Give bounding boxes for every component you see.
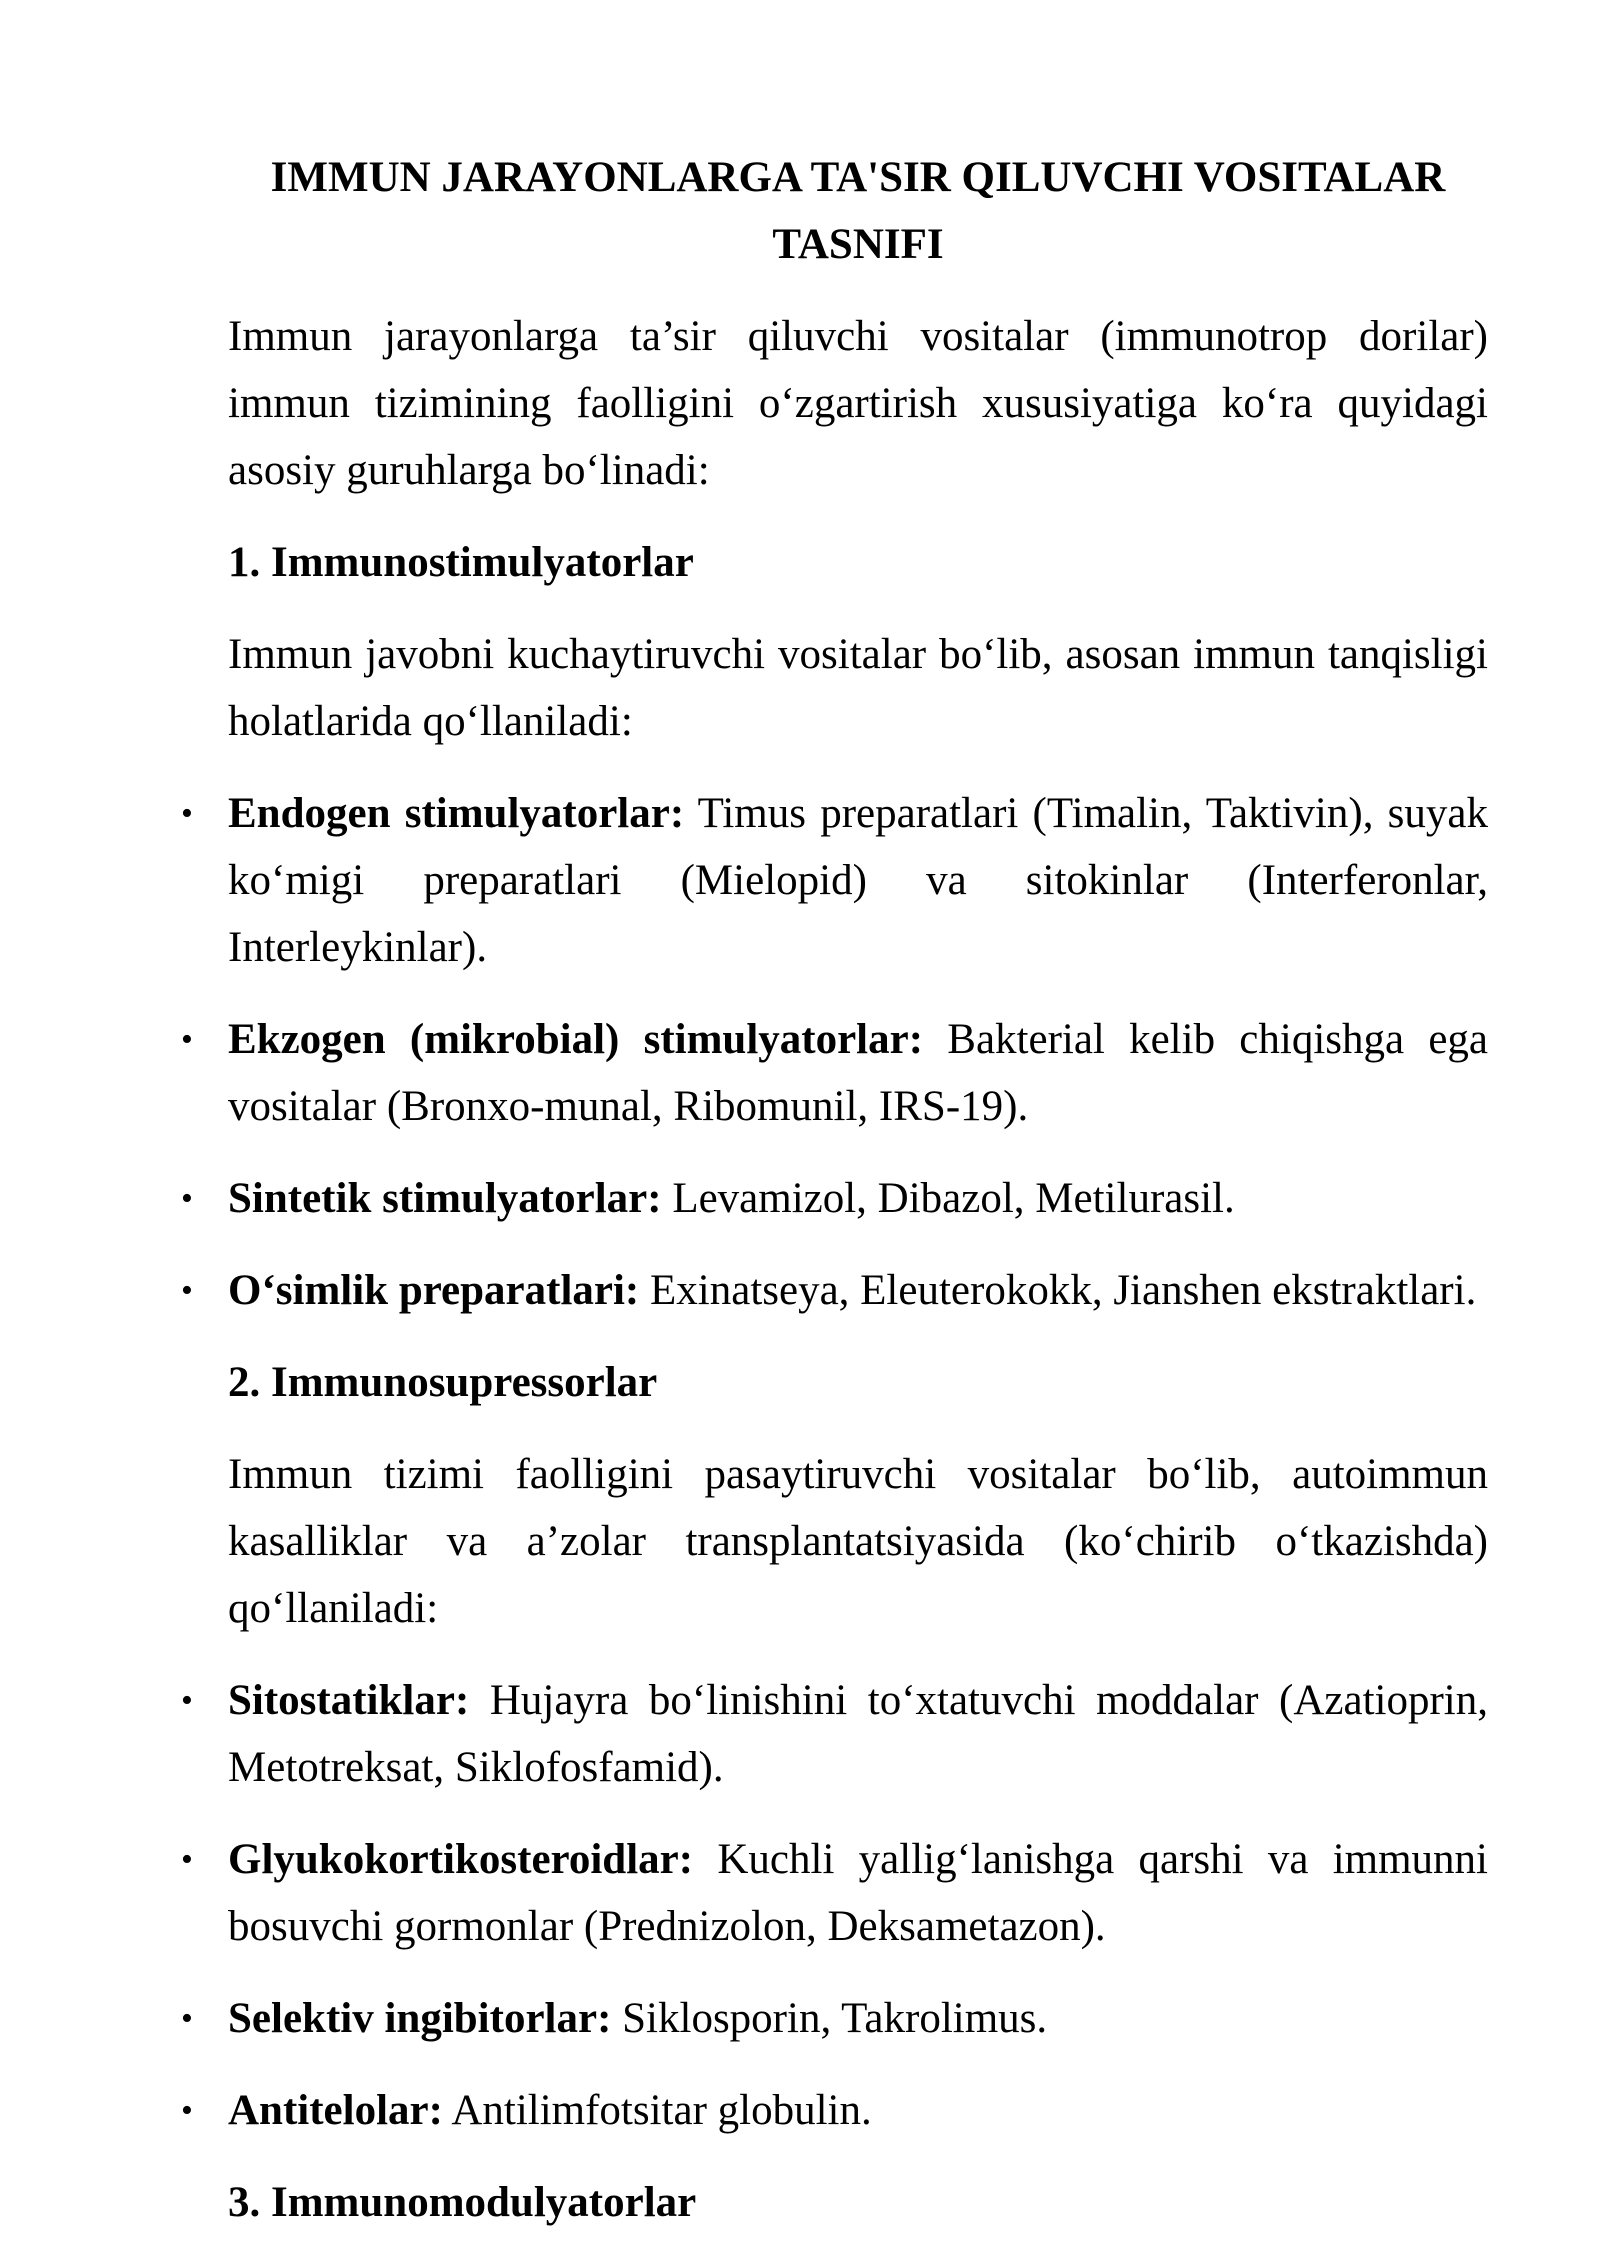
- section-1-description: Immun javobni kuchaytiruvchi vositalar bo‘lib, asosan immun tanqisligi holatlarida qo‘llaniladi:: [228, 631, 1488, 745]
- list-item-endogen: [181, 780, 1488, 981]
- list-item-glyukokortikosteroidlar: [181, 1826, 1488, 1960]
- list-item-text: Hujayra bo‘linishini to‘xtatuvchi moddalar (Azatioprin, Metotreksat, Siklofosfamid).: [228, 1677, 1488, 1791]
- list-item-text: Levamizol, Dibazol, Metilurasil.: [672, 1175, 1235, 1222]
- list-item-label: Endogen stimulyatorlar:: [228, 790, 685, 837]
- list-item-ekzogen: [181, 1006, 1489, 1140]
- section-2-description: Immun tizimi faolligini pasaytiruvchi vositalar bo‘lib, autoimmun kasalliklar va a’zolar transplantatsiyasida (ko‘chirib o‘tkazishda) qo‘llaniladi:: [228, 1451, 1488, 1632]
- list-item-text: Kuchli yallig‘lanishga qarshi va immunni bosuvchi gormonlar (Prednizolon, Deksametazon).: [228, 1836, 1488, 1950]
- list-item-selektiv: [181, 1985, 1488, 2052]
- bullet-icon: •: [181, 1180, 193, 1217]
- bullet-icon: •: [181, 1841, 193, 1878]
- list-item-label: O‘simlik preparatlari:: [228, 1267, 640, 1314]
- bullet-icon: •: [181, 2000, 193, 2037]
- document-title-line2: TASNIFI: [772, 221, 944, 268]
- list-item-sitostatiklar: [181, 1667, 1488, 1801]
- intro-paragraph: Immun jarayonlarga ta’sir qiluvchi vositalar (immunotrop dorilar) immun tizimining faolligini o‘zgartirish xususiyatiga ko‘ra quyidagi asosiy guruhlarga bo‘linadi:: [228, 313, 1488, 494]
- document-title-line1: IMMUN JARAYONLARGA TA'SIR QILUVCHI VOSITALAR: [270, 154, 1446, 201]
- list-item-text: Antilimfotsitar globulin.: [451, 2087, 872, 2134]
- list-item-label: Sitostatiklar:: [228, 1677, 470, 1724]
- list-item-label: Sintetik stimulyatorlar:: [228, 1175, 662, 1222]
- list-item-sintetik: [181, 1165, 1488, 1232]
- bullet-icon: •: [181, 1021, 193, 1058]
- section-1-heading: 1. Immunostimulyatorlar: [228, 539, 694, 586]
- section-2-heading: 2. Immunosupressorlar: [228, 1359, 658, 1406]
- list-item-label: Selektiv ingibitorlar:: [228, 1995, 612, 2042]
- list-item-label: Antitelolar:: [228, 2087, 443, 2134]
- list-item-label: Glyukokortikosteroidlar:: [228, 1836, 694, 1883]
- bullet-icon: •: [181, 795, 193, 832]
- bullet-icon: •: [181, 2092, 193, 2129]
- bullet-icon: •: [181, 1272, 193, 1309]
- section-3-heading: 3. Immunomodulyatorlar: [228, 2179, 697, 2226]
- list-item-osimlik: [181, 1257, 1488, 1324]
- list-item-label: Ekzogen (mikrobial) stimulyatorlar:: [228, 1016, 924, 1063]
- document-content: [181, 144, 1489, 2261]
- list-item-text: Exinatseya, Eleuterokokk, Jianshen ekstraktlari.: [650, 1267, 1477, 1314]
- list-item-antitelolar: [181, 2077, 1488, 2144]
- document-title: [228, 144, 1488, 278]
- bullet-icon: •: [181, 1682, 193, 1719]
- list-item-text: Timus preparatlari (Timalin, Taktivin), suyak ko‘migi preparatlari (Mielopid) va sitokinlar (Interferonlar, Interleykinlar).: [228, 790, 1488, 971]
- list-item-text: Bakterial kelib chiqishga ega vositalar (Bronxo-munal, Ribomunil, IRS-19).: [228, 1016, 1489, 1130]
- list-item-text: Siklosporin, Takrolimus.: [622, 1995, 1048, 2042]
